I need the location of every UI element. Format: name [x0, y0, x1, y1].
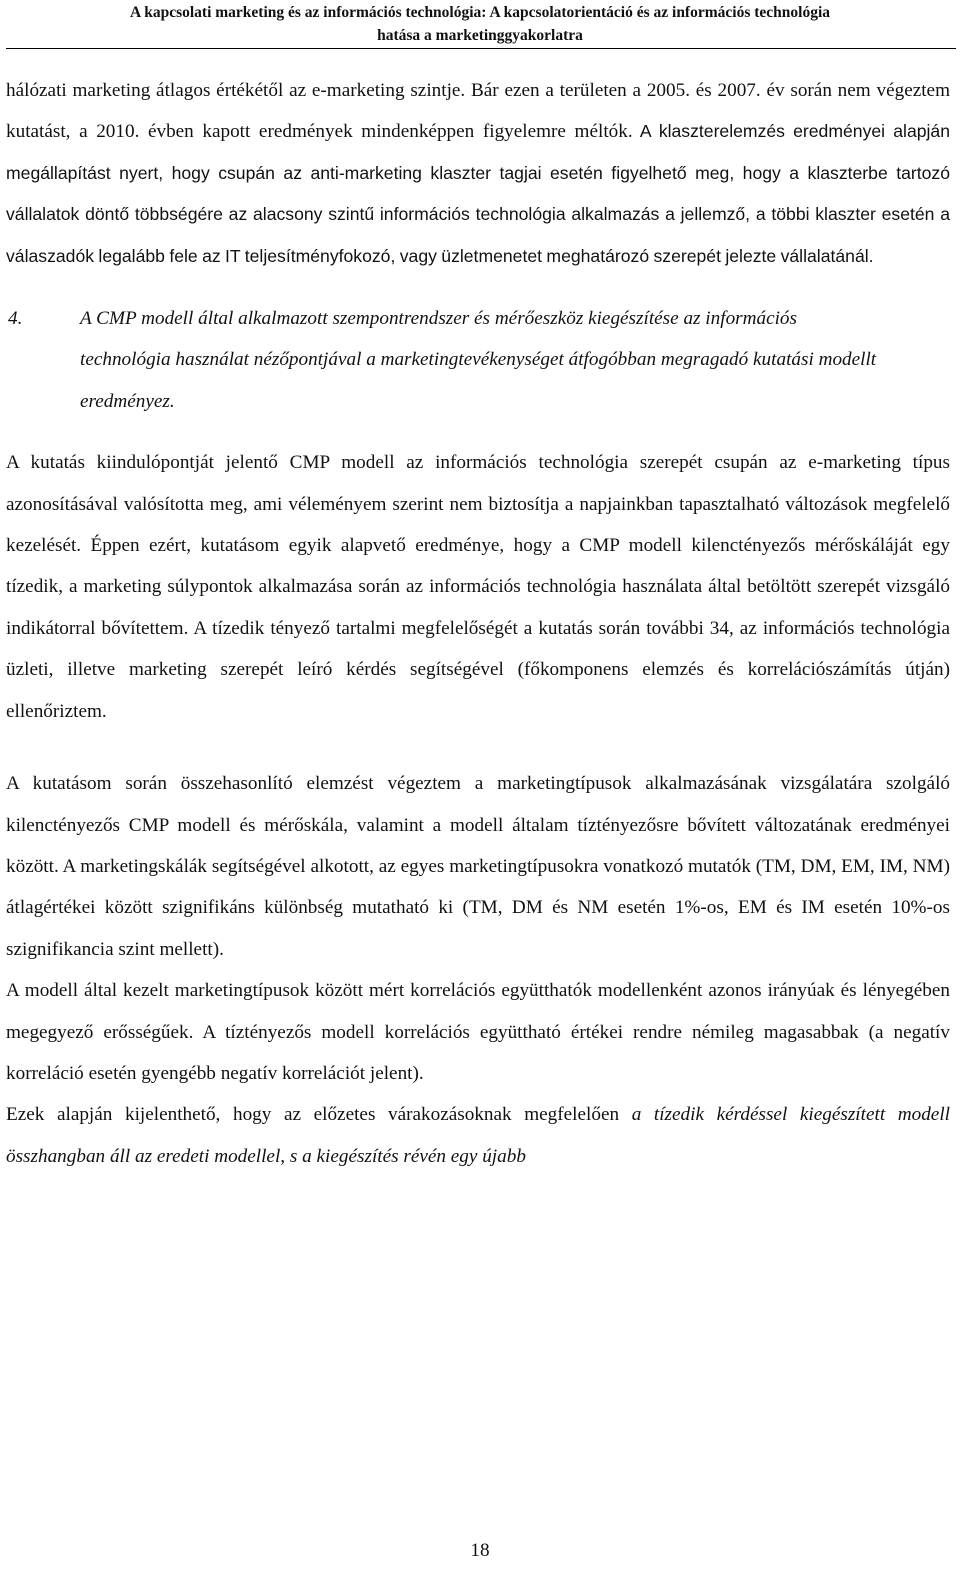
- header-line-2: hatása a marketinggyakorlatra: [377, 27, 583, 44]
- header-line-1: A kapcsolati marketing és az információs technológia: A kapcsolatorientáció és az információs technológia: [129, 4, 831, 21]
- paragraph-clustering-intro: hálózati marketing átlagos értékétől az e-marketing szintje. Bár ezen a területen a 2005. és 2007. év során nem végeztem kutatást, a 2010. évben kapott eredmények mindenképpen figyelemre méltók.: [6, 80, 950, 143]
- conclusion-italic-text: a tízedik kérdéssel kiegészített modell összhangban áll az eredeti modellel, s a kiegészítés révén egy újabb: [6, 1104, 950, 1167]
- page-number: 18: [470, 1540, 490, 1561]
- paragraph-comparison: A kutatásom során összehasonlító elemzést végeztem a marketingtípusok alkalmazásának vizsgálatára szolgáló kilenctényezős CMP modell és mérőskála, valamint a modell általam tíztényezősre bővített változatának eredményei között. A marketingskálák segítségével alkotott, az egyes marketingtípusokra vonatkozó mutatók (TM, DM, EM, IM, NM) átlagértékei között szignifikáns különbség mutatható ki (TM, DM és NM esetén 1%-os, EM és IM esetén 10%-os szignifikancia szint mellett).: [6, 773, 950, 960]
- header-divider: [6, 48, 956, 49]
- thesis-4: [6, 298, 950, 422]
- paragraph-clustering: [6, 70, 950, 277]
- paragraph-cmp-model: A kutatás kiindulópontját jelentő CMP modell az információs technológia szerepét csupán az e-marketing típus azonosításával valósította meg, ami véleményem szerint nem biztosítja a napjainkban tapasztalható változások megfelelő kezelését. Éppen ezért, kutatásom egyik alapvető eredménye, hogy a CMP modell kilenctényezős mérőskáláját egy tízedik, a marketing súlypontok alkalmazása során az információs technológia használata által betöltött szerepét vizsgáló indikátorral bővítettem. A tízedik tényező tartalmi megfelelőségét a kutatás során további 34, az információs technológia üzleti, illetve marketing szerepét leíró kérdés segítségével (főkomponens elemzés és korrelációszámítás útján) ellenőriztem.: [6, 452, 950, 722]
- thesis-text: A CMP modell által alkalmazott szempontrendszer és mérőeszköz kiegészítése az információs technológia használat nézőpontjával a marketingtevékenységet átfogóbban megragadó kutatási modellt eredményez.: [80, 308, 877, 412]
- page-body: [6, 70, 950, 1177]
- conclusion-normal-text: Ezek alapján kijelenthető, hogy az előzetes várakozásoknak megfelelően: [6, 1104, 632, 1126]
- paragraph-clustering-results: A klaszterelemzés eredményei alapján megállapítást nyert, hogy csupán az anti-marketing klaszter tagjai esetén figyelhető meg, hogy a klaszterbe tartozó vállalatok döntő többségére az alacsony szintű információs technológia alkalmazás a jellemző, a többi klaszter esetén a válaszadók legalább fele az IT teljesítményfokozó, vagy üzletmenetet meghatározó szerepét jelezte vállalatánál.: [6, 121, 950, 266]
- paragraph-correlation: A modell által kezelt marketingtípusok között mért korrelációs együtthatók modellenként azonos irányúak és lényegében megegyező erősségűek. A tíztényezős modell korrelációs együttható értékei rendre némileg magasabbak (a negatív korreláció esetén gyengébb negatív korrelációt jelent).: [6, 980, 950, 1084]
- paragraph-conclusion: [6, 1094, 950, 1177]
- thesis-number: 4.: [8, 308, 23, 330]
- running-header: [0, 0, 960, 47]
